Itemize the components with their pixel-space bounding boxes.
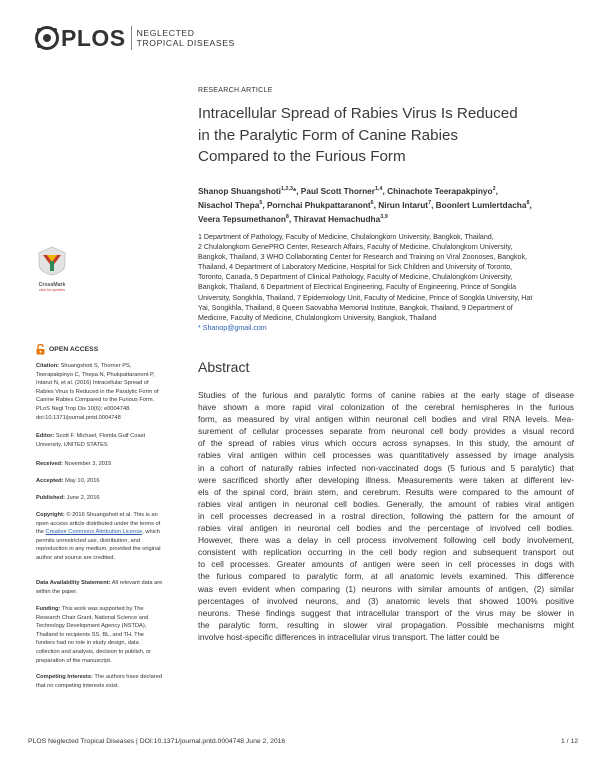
copyright-block bbox=[36, 511, 164, 563]
data-availability-text: All relevant data are within the paper. bbox=[36, 580, 163, 595]
author-line: Shanop Shuangshoti$^{1,2,3}$*, Paul Scott Thorner$^{1,4}$, Chinachote Teerapakpinyo$^2$, bbox=[198, 185, 498, 196]
copyright-text-cont: , which permits unrestricted use, distribution, and reproduction in any medium, provided the original author and source are credited. bbox=[36, 529, 161, 561]
abstract-line: in a cohort of naturally rabies infected non-vaccinated dogs (5 furious and 5 paralytic) that bbox=[198, 462, 574, 473]
published-date: June 2, 2016 bbox=[65, 495, 100, 501]
abstract-line: rabies viral antigen in neuronal cell bodies and the percentage of involved cell bodies. bbox=[198, 523, 574, 534]
crossmark-icon bbox=[38, 246, 66, 276]
accepted-label: Accepted: bbox=[36, 478, 64, 484]
received-date: November 3, 2015 bbox=[62, 461, 112, 467]
abstract-line: in cell processes decreased in a rostral direction, following the pattern for the amount of bbox=[198, 510, 574, 521]
competing-interests-text: The authors have declared that no competing interests exist. bbox=[36, 674, 163, 689]
copyright-text: © 2016 Shuangshoti et al. This is an open access article distributed under the terms of the bbox=[36, 512, 161, 536]
logo-divider bbox=[131, 26, 132, 50]
plos-logo-icon bbox=[35, 26, 59, 50]
affiliation-line: 1 Department of Pathology, Faculty of Medicine, Chulalongkorn University, Bangkok, Thailand, bbox=[198, 233, 494, 241]
footer-citation: PLOS Neglected Tropical Diseases | DOI:10.1371/journal.pntd.0004748 June 2, 2016 bbox=[28, 738, 286, 745]
abstract-line: consistent with replication occurring in the cell body region and subsequent transport out bbox=[198, 547, 574, 558]
abstract-line: was even evident when comparing (1) neurons with similar amounts of antigen, (2) similar bbox=[198, 583, 574, 594]
accepted-date: May 10, 2016 bbox=[63, 478, 100, 484]
abstract-line: were sacrificed shortly after developing illness. Measurements were taken at different lev- bbox=[198, 474, 574, 485]
author-line: Nisachol Thepa$^5$, Pornchai Phukpattaranont$^6$, Nirun Intarut$^7$, Boonlert Lumlertdacha$^8$, bbox=[198, 199, 532, 210]
corresponding-email-link[interactable]: * Shanop@gmail.com bbox=[198, 324, 267, 332]
abstract-line: involve host-specific differences in intracellular virus transport. The latter could be bbox=[198, 631, 500, 642]
received-label: Received: bbox=[36, 461, 63, 467]
journal-logo[interactable] bbox=[35, 23, 235, 53]
journal-name bbox=[137, 28, 235, 48]
author-line: Veera Tepsumethanon$^8$, Thiravat Hemachudha$^{3,9}$ bbox=[198, 213, 388, 224]
page-number: 1 / 12 bbox=[560, 738, 578, 745]
logo-wordmark: PLOS bbox=[61, 24, 126, 51]
published-block bbox=[36, 494, 164, 503]
page-footer bbox=[28, 738, 578, 745]
affiliation-line: Toronto, Canada, 5 Department of Clinical Pathology, Faculty of Medicine, Chulalongkorn University, bbox=[198, 273, 513, 282]
accepted-block bbox=[36, 477, 164, 486]
open-access-badge bbox=[36, 344, 98, 355]
abstract-line: rabies viral antigen in neuronal cell bodies. Generally, the amount of rabies viral antigen bbox=[198, 498, 574, 509]
abstract-line: However, there was a delay in cell process involvement following cell body involvement, bbox=[198, 535, 574, 546]
article-title: Intracellular Spread of Rabies Virus Is Reduced in the Paralytic Form of Canine Rabies Compared to the Furious Form bbox=[198, 105, 518, 165]
funding-text: This work was supported by The Research Chair Grant, National Science and Technology Development Agency (NSTDA), Thailand to recipients SS, BL, and TH. The funders had no role in study design, data collection and analysis, decision to publish, or preparation of the manuscript. bbox=[36, 606, 152, 664]
affiliation-line: 2 Chulalongkorn GenePRO Center, Research Affairs, Faculty of Medicine, Chulalongkorn University, bbox=[198, 243, 513, 252]
abstract-heading: Abstract bbox=[198, 359, 250, 375]
abstract-line: Studies of the furious and paralytic forms of canine rabies at the early stage of disease bbox=[198, 390, 574, 400]
copyright-label: Copyright: bbox=[36, 512, 65, 518]
published-label: Published: bbox=[36, 495, 66, 501]
abstract-line: the furious compared to paralytic form, at all anatomic levels examined. This difference bbox=[198, 571, 574, 582]
received-block bbox=[36, 460, 164, 469]
crossmark-badge[interactable] bbox=[36, 246, 68, 292]
abstract-line: els of the spinal cord, brain stem, and cerebrum. Results were compared to the amount of bbox=[198, 486, 574, 497]
funding-block bbox=[36, 605, 164, 665]
citation-text: Shuangshoti S, Thorner PS, Teerapakpinyo C, Thepa N, Phukpattaranont P, Intarut N, et al. (2016) Intracellular Spread of Rabies Virus Is Reduced in the Paralytic Form of Canine Rabies Compared to the Furious Form. PLoS Negl Trop Dis 10(6): e0004748. doi:10.1371/journal.pntd.0004748 bbox=[36, 363, 159, 421]
abstract-line: percentages of involved neurons, and (3) anatomic levels that showed 100% positive bbox=[198, 595, 574, 606]
affiliation-line: Bangkok, Thailand, 3 WHO Collaborating Center for Research and Training on Viral Zoonoses, Bangkok, bbox=[198, 253, 527, 262]
affiliation-line: Medicine, Faculty of Medicine, Chulalongkorn University, Bangkok, Thailand bbox=[198, 313, 437, 322]
citation-label: Citation: bbox=[36, 363, 60, 369]
crossmark-label: CrossMark bbox=[38, 282, 66, 288]
abstract-line: rabies viral antigen within cell processes was quantitatively assessed by image analysis bbox=[198, 450, 574, 461]
data-availability-label: Data Availability Statement: bbox=[36, 580, 111, 586]
abstract-line: the paralytic form, resulting in slower viral propagation. Possible mechanisms might bbox=[198, 619, 574, 630]
abstract-line: surement of cellular processes separate from neuronal cell body provides a visual record bbox=[198, 426, 574, 437]
affiliation-line: Bangkok, Thailand, 6 Department of Electrical Engineering, Faculty of Engineering, Prince of Songkla bbox=[198, 283, 517, 292]
affiliation-line: University, Songkhla, Thailand, 7 Epidemiology Unit, Faculty of Medicine, Prince of Songkla University, Hat bbox=[198, 293, 533, 302]
affiliation-line: Yai, Songkhla, Thailand, 8 Queen Saovabha Memorial Institute, Bangkok, Thailand, 9 Department of bbox=[198, 303, 513, 312]
abstract-line: of the spread of rabies virus which occurs across synapses. In this study, the amount of bbox=[198, 438, 574, 449]
abstract-line: form, as measured by viral antigen within neuronal cell bodies and viral RNA levels. Mea- bbox=[198, 414, 574, 425]
editor-block bbox=[36, 432, 164, 449]
abstract-line: have shown a more rapid viral colonization of the cerebral hemispheres in the furious bbox=[198, 402, 574, 413]
data-availability-block bbox=[36, 579, 164, 596]
journal-name-line2: TROPICAL DISEASES bbox=[136, 38, 235, 48]
citation-block bbox=[36, 362, 164, 422]
open-lock-icon bbox=[36, 344, 45, 355]
competing-interests-label: Competing Interests: bbox=[36, 674, 93, 680]
funding-label: Funding: bbox=[36, 606, 61, 612]
abstract-line: neurons. These findings suggest that intracellular transport of the virus may be slower in bbox=[198, 607, 574, 618]
license-link[interactable]: Creative Commons Attribution License bbox=[45, 529, 143, 536]
crossmark-sublabel: click for updates bbox=[39, 288, 65, 292]
affiliation-line: Thailand, 4 Department of Laboratory Medicine, Hospital for Sick Children and University of Toronto, bbox=[198, 263, 513, 272]
author-list bbox=[198, 183, 570, 225]
competing-interests-block bbox=[36, 673, 164, 690]
article-type: RESEARCH ARTICLE bbox=[198, 87, 273, 94]
open-access-label: OPEN ACCESS bbox=[49, 346, 99, 353]
editor-text: Scott F. Michael, Florida Gulf Coast University, UNITED STATES bbox=[36, 433, 146, 448]
abstract-body bbox=[198, 389, 574, 643]
abstract-line: to cell processes. Greater amounts of antigen were seen in cell processes in dogs with bbox=[198, 559, 574, 570]
editor-label: Editor: bbox=[36, 433, 55, 439]
affiliations bbox=[198, 232, 570, 323]
journal-name-line1: NEGLECTED bbox=[136, 28, 195, 38]
